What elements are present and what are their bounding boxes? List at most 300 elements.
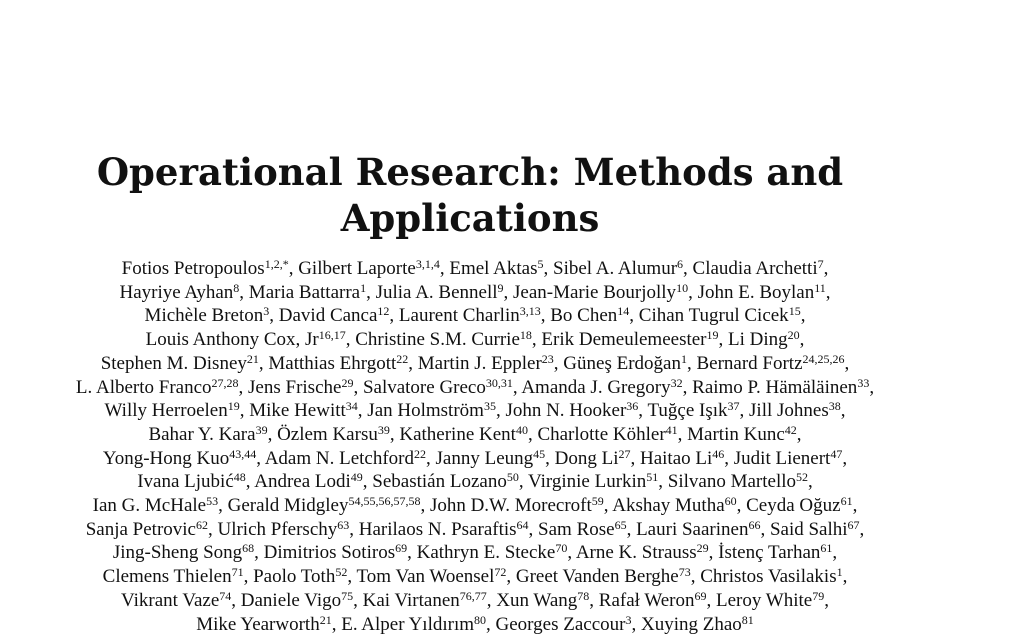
author <box>253 566 347 587</box>
author <box>121 590 231 611</box>
author-affiliation-marker: 52 <box>335 565 348 580</box>
author-line <box>0 399 950 423</box>
author-affiliation-marker: 35 <box>483 399 496 414</box>
author-name: Li Ding <box>728 329 788 351</box>
author-name: Bahar Y. Kara <box>148 423 256 445</box>
author-name: Ian G. McHale <box>92 495 207 517</box>
author <box>76 377 239 398</box>
author <box>148 424 267 445</box>
author-separator: , <box>347 566 357 588</box>
author-name: Claudia Archetti <box>692 258 818 279</box>
author <box>693 258 824 279</box>
author-affiliation-marker: 3 <box>625 612 632 627</box>
author-separator: , <box>389 305 399 327</box>
author-name: Leroy White <box>716 589 813 611</box>
author-affiliation-marker: 14 <box>617 304 630 319</box>
author-name: Christos Vasilakis <box>700 566 837 588</box>
author-line <box>0 613 950 637</box>
author <box>430 495 604 516</box>
author <box>228 495 421 516</box>
author <box>298 258 440 279</box>
author-affiliation-marker: 30,31 <box>485 375 513 390</box>
author-name: Kai Virtanen <box>362 589 460 611</box>
author-name: Kathryn E. Stecke <box>416 542 556 564</box>
author-name: Haitao Li <box>640 447 713 469</box>
author <box>217 519 349 540</box>
author-affiliation-marker: 79 <box>812 588 825 603</box>
author-separator: , <box>859 518 865 540</box>
author <box>113 542 254 563</box>
author <box>496 614 632 635</box>
author-separator: , <box>823 258 829 279</box>
author-affiliation-marker: 41 <box>665 422 678 437</box>
author <box>770 519 860 540</box>
author-name: Güneş Erdoğan <box>563 352 681 374</box>
author-separator: , <box>808 471 813 493</box>
author-separator: , <box>207 518 218 540</box>
author <box>265 448 426 469</box>
author <box>249 282 366 303</box>
author-name: Amanda J. Gregory <box>521 376 671 398</box>
author <box>376 282 504 303</box>
author <box>103 448 256 469</box>
author-line <box>0 304 950 328</box>
author-name: Maria Battarra <box>248 281 361 303</box>
author-affiliation-marker: 12 <box>377 304 390 319</box>
author-separator: , <box>540 305 551 327</box>
author-separator: , <box>626 518 637 540</box>
author-name: Martin Kunc <box>687 423 785 445</box>
author-name: David Canca <box>278 305 378 327</box>
author-separator: , <box>439 258 450 279</box>
author-line <box>0 376 950 400</box>
author-separator: , <box>683 258 693 279</box>
author-name: Akshay Mutha <box>612 495 725 517</box>
author-separator: , <box>243 566 254 588</box>
author <box>277 424 390 445</box>
author-name: Erik Demeulemeester <box>541 329 707 351</box>
author-name: Sanja Petrovic <box>85 518 196 540</box>
author-separator: , <box>426 447 436 469</box>
author-separator: , <box>682 376 693 398</box>
author-list <box>0 257 950 636</box>
author-affiliation-marker: 39 <box>255 422 268 437</box>
author-affiliation-marker: 61 <box>840 494 853 509</box>
author <box>137 471 246 492</box>
author-line <box>0 447 950 471</box>
author <box>537 424 677 445</box>
author-separator: , <box>718 329 729 351</box>
author <box>449 258 543 279</box>
author-affiliation-marker: 75 <box>341 588 354 603</box>
author-affiliation-marker: 34 <box>345 399 358 414</box>
author-separator: , <box>630 447 640 469</box>
author <box>636 519 760 540</box>
author <box>538 519 627 540</box>
author-name: Arne K. Strauss <box>575 542 697 564</box>
author-line <box>0 470 950 494</box>
author-separator: , <box>543 258 553 279</box>
author-affiliation-marker: 3,13 <box>519 304 541 319</box>
author-separator: , <box>254 542 264 564</box>
author-affiliation-marker: 19 <box>706 328 719 343</box>
author-affiliation-marker: 7 <box>817 257 824 271</box>
author-name: Sibel A. Alumur <box>553 258 678 279</box>
author-separator: , <box>362 471 373 493</box>
author-name: Mike Yearworth <box>196 613 320 635</box>
author-affiliation-marker: 45 <box>533 446 546 461</box>
author-name: Jean-Marie Bourjolly <box>513 281 677 303</box>
author-name: Jan Holmström <box>367 400 484 422</box>
author-affiliation-marker: 5 <box>537 257 544 271</box>
author-affiliation-marker: 69 <box>694 588 707 603</box>
author <box>639 305 801 326</box>
author <box>668 471 808 492</box>
author-separator: , <box>267 423 278 445</box>
author-affiliation-marker: 22 <box>396 351 409 366</box>
author-affiliation-marker: 67 <box>847 517 860 532</box>
author <box>749 400 841 421</box>
author-separator: , <box>796 423 802 445</box>
author-affiliation-marker: 32 <box>670 375 683 390</box>
author-name: Xun Wang <box>496 589 578 611</box>
author <box>399 305 541 326</box>
author <box>363 590 487 611</box>
author <box>249 400 358 421</box>
author <box>692 377 869 398</box>
author-separator: , <box>389 423 400 445</box>
author-affiliation-marker: 61 <box>820 541 833 556</box>
author-separator: , <box>495 400 506 422</box>
author <box>103 566 244 587</box>
author-name: Said Salhi <box>769 518 848 540</box>
author-name: Willy Herroelen <box>104 400 228 422</box>
author-separator: , <box>269 305 279 327</box>
author-separator: , <box>799 329 805 351</box>
author-affiliation-marker: 29 <box>696 541 709 556</box>
author-separator: , <box>736 495 747 517</box>
author-name: Paolo Toth <box>253 566 336 588</box>
author <box>541 329 718 350</box>
author <box>718 542 832 563</box>
author-name: Ulrich Pferschy <box>217 518 338 540</box>
author <box>248 377 353 398</box>
author-affiliation-marker: 43,44 <box>229 446 257 461</box>
author-affiliation-marker: 54,55,56,57,58 <box>348 494 421 509</box>
author-name: Judit Lienert <box>733 447 831 469</box>
author-line <box>0 494 950 518</box>
author-name: John E. Boylan <box>697 281 815 303</box>
author-name: E. Alper Yıldırım <box>341 613 475 635</box>
author-name: Janny Leung <box>435 447 534 469</box>
author-separator: , <box>842 566 848 588</box>
author-separator: , <box>238 376 249 398</box>
author <box>105 400 240 421</box>
author-separator: , <box>603 495 613 517</box>
author <box>279 305 390 326</box>
author <box>418 353 554 374</box>
author-separator: , <box>658 471 668 493</box>
author-affiliation-marker: 8 <box>233 280 240 295</box>
author-separator: , <box>258 352 269 374</box>
author-separator: , <box>869 376 875 398</box>
author-affiliation-marker: 40 <box>515 422 528 437</box>
author-line <box>0 518 950 542</box>
author <box>528 471 658 492</box>
author-separator: , <box>589 589 599 611</box>
author-name: Vikrant Vaze <box>121 589 220 611</box>
author-separator: , <box>531 329 542 351</box>
author-line <box>0 589 950 613</box>
author-name: Gerald Midgley <box>227 495 349 517</box>
author-name: Gilbert Laporte <box>298 258 416 279</box>
author <box>563 353 687 374</box>
author-separator: , <box>800 305 806 327</box>
author-line <box>0 328 950 352</box>
author-affiliation-marker: 10 <box>676 280 689 295</box>
author-separator: , <box>518 471 528 493</box>
author <box>417 542 568 563</box>
author-affiliation-marker: 71 <box>231 565 244 580</box>
author-affiliation-marker: 63 <box>337 517 350 532</box>
author-name: Jing-Sheng Song <box>112 542 243 564</box>
author <box>687 424 797 445</box>
author-name: Louis Anthony Cox, Jr <box>145 329 319 351</box>
author-separator: , <box>486 589 497 611</box>
author-name: John N. Hooker <box>505 400 627 422</box>
author <box>612 495 736 516</box>
author-name: Sam Rose <box>538 518 615 540</box>
author-affiliation-marker: 50 <box>506 470 519 485</box>
author <box>93 495 218 516</box>
author-name: Adam N. Letchford <box>264 447 415 469</box>
author-separator: , <box>503 281 514 303</box>
author-affiliation-marker: 33 <box>857 375 870 390</box>
author-separator: , <box>512 376 522 398</box>
author-affiliation-marker: 37 <box>727 399 740 414</box>
author-line <box>0 541 950 565</box>
author <box>716 590 824 611</box>
author <box>700 566 842 587</box>
author <box>122 258 289 279</box>
author-name: Daniele Vigo <box>240 589 342 611</box>
author-name: Julia A. Bennell <box>375 281 498 303</box>
author-name: Xuying Zhao <box>640 613 742 635</box>
author-affiliation-marker: 51 <box>646 470 659 485</box>
author <box>553 258 683 279</box>
author-separator: , <box>349 518 359 540</box>
author-separator: , <box>545 447 555 469</box>
author <box>363 377 513 398</box>
author-name: Ceyda Oğuz <box>746 495 841 517</box>
author-name: Clemens Thielen <box>102 566 232 588</box>
author-line <box>0 257 950 281</box>
author-name: Andrea Lodi <box>254 471 351 493</box>
author <box>698 282 826 303</box>
author-affiliation-marker: 42 <box>784 422 797 437</box>
author-affiliation-marker: 1 <box>836 565 843 580</box>
author-name: Dong Li <box>554 447 619 469</box>
author-affiliation-marker: 46 <box>712 446 725 461</box>
author <box>696 353 844 374</box>
author-name: Yong-Hong Kuo <box>102 447 230 469</box>
author-separator: , <box>353 376 363 398</box>
author-separator: , <box>724 447 734 469</box>
author-affiliation-marker: 73 <box>678 565 691 580</box>
author-separator: , <box>239 400 250 422</box>
author <box>119 282 239 303</box>
author-affiliation-marker: 68 <box>242 541 255 556</box>
author-separator: , <box>690 566 701 588</box>
author <box>145 305 270 326</box>
author-affiliation-marker: 60 <box>724 494 737 509</box>
author-affiliation-marker: 24,25,26 <box>802 351 845 366</box>
author <box>516 566 691 587</box>
author <box>640 448 724 469</box>
author-name: Bernard Fortz <box>696 352 803 374</box>
author-name: Bo Chen <box>550 305 618 327</box>
author-affiliation-marker: 69 <box>395 541 408 556</box>
author <box>513 282 688 303</box>
author-separator: , <box>407 542 417 564</box>
author-affiliation-marker: 15 <box>788 304 801 319</box>
author <box>399 424 528 445</box>
author-affiliation-marker: 29 <box>341 375 354 390</box>
author-separator: , <box>677 423 688 445</box>
author <box>372 471 519 492</box>
author-separator: , <box>706 589 716 611</box>
author <box>599 590 707 611</box>
author-name: Georges Zaccour <box>495 613 626 635</box>
author-separator: , <box>231 589 241 611</box>
author-separator: , <box>486 613 496 635</box>
author-name: Greet Vanden Berghe <box>515 566 679 588</box>
author-affiliation-marker: 19 <box>227 399 240 414</box>
author-affiliation-marker: 16,17 <box>318 328 346 343</box>
author <box>550 305 629 326</box>
author-separator: , <box>218 495 228 517</box>
author-separator: , <box>824 589 829 611</box>
author-affiliation-marker: 18 <box>519 328 532 343</box>
author-affiliation-marker: 62 <box>195 517 208 532</box>
author <box>436 448 546 469</box>
author-separator: , <box>527 423 538 445</box>
author-separator: , <box>844 352 850 374</box>
author-affiliation-marker: 20 <box>787 328 800 343</box>
author-separator: , <box>688 281 698 303</box>
author-separator: , <box>686 352 697 374</box>
author-line <box>0 565 950 589</box>
author <box>367 400 496 421</box>
author-separator: , <box>408 352 418 374</box>
author-name: Virginie Lurkin <box>528 471 647 493</box>
author-affiliation-marker: 59 <box>591 494 604 509</box>
author-name: Jens Frische <box>248 376 342 398</box>
author-name: Rafał Weron <box>598 589 695 611</box>
author <box>268 353 408 374</box>
author-separator: , <box>825 281 831 303</box>
author-name: John D.W. Morecroft <box>429 495 592 517</box>
author-separator: , <box>528 518 539 540</box>
author <box>264 542 407 563</box>
author-name: Ivana Ljubić <box>137 471 234 493</box>
author-separator: , <box>832 542 838 564</box>
author-affiliation-marker: 3 <box>263 304 270 319</box>
author <box>101 353 259 374</box>
author-name: Silvano Martello <box>667 471 797 493</box>
author <box>241 590 353 611</box>
author-separator: , <box>638 400 648 422</box>
author-line <box>0 352 950 376</box>
author <box>746 495 852 516</box>
author <box>359 519 529 540</box>
author-separator: , <box>553 352 564 374</box>
author-separator: , <box>288 258 299 279</box>
author-separator: , <box>345 329 356 351</box>
paper-title-line-2: Applications <box>340 195 600 240</box>
author-name: Raimo P. Hämäläinen <box>692 376 858 398</box>
author-separator: , <box>420 495 430 517</box>
author-affiliation-marker: 76,77 <box>459 588 487 603</box>
author-separator: , <box>506 566 516 588</box>
author-affiliation-marker: 38 <box>828 399 841 414</box>
author <box>496 590 589 611</box>
author-affiliation-marker: 72 <box>494 565 507 580</box>
paper-title <box>0 149 940 241</box>
author-name: Harilaos N. Psaraftis <box>358 518 517 540</box>
author <box>196 614 332 635</box>
author-affiliation-marker: 21 <box>246 351 259 366</box>
author-separator: , <box>331 613 342 635</box>
author-separator: , <box>256 447 265 469</box>
author <box>505 400 638 421</box>
author-separator: , <box>366 281 376 303</box>
author-separator: , <box>567 542 576 564</box>
author-name: Tuğçe Işık <box>647 400 728 422</box>
author <box>355 329 532 350</box>
author-affiliation-marker: 66 <box>748 517 761 532</box>
author-separator: , <box>840 400 846 422</box>
author-separator: , <box>760 518 770 540</box>
author-affiliation-marker: 11 <box>814 280 826 295</box>
author-name: Stephen M. Disney <box>100 352 247 374</box>
author-separator: , <box>852 495 858 517</box>
author-affiliation-marker: 81 <box>741 612 754 627</box>
author-name: Hayriye Ayhan <box>119 281 234 303</box>
author-affiliation-marker: 47 <box>830 446 843 461</box>
author-affiliation-marker: 80 <box>474 612 487 627</box>
author <box>555 448 631 469</box>
author <box>254 471 363 492</box>
author-affiliation-marker: 1,2,* <box>264 257 289 271</box>
author-affiliation-marker: 22 <box>414 446 427 461</box>
author-affiliation-marker: 48 <box>233 470 246 485</box>
author-affiliation-marker: 49 <box>350 470 363 485</box>
author-separator: , <box>739 400 750 422</box>
author-name: Salvatore Greco <box>362 376 486 398</box>
author-affiliation-marker: 23 <box>541 351 554 366</box>
author-affiliation-marker: 65 <box>614 517 627 532</box>
author-separator: , <box>629 305 639 327</box>
author <box>521 377 682 398</box>
author-name: Lauri Saarinen <box>636 518 749 540</box>
author <box>341 614 486 635</box>
author-affiliation-marker: 39 <box>377 422 390 437</box>
author-name: Michèle Breton <box>144 305 264 327</box>
author-affiliation-marker: 36 <box>626 399 639 414</box>
author-separator: , <box>631 613 641 635</box>
author-separator: , <box>357 400 368 422</box>
